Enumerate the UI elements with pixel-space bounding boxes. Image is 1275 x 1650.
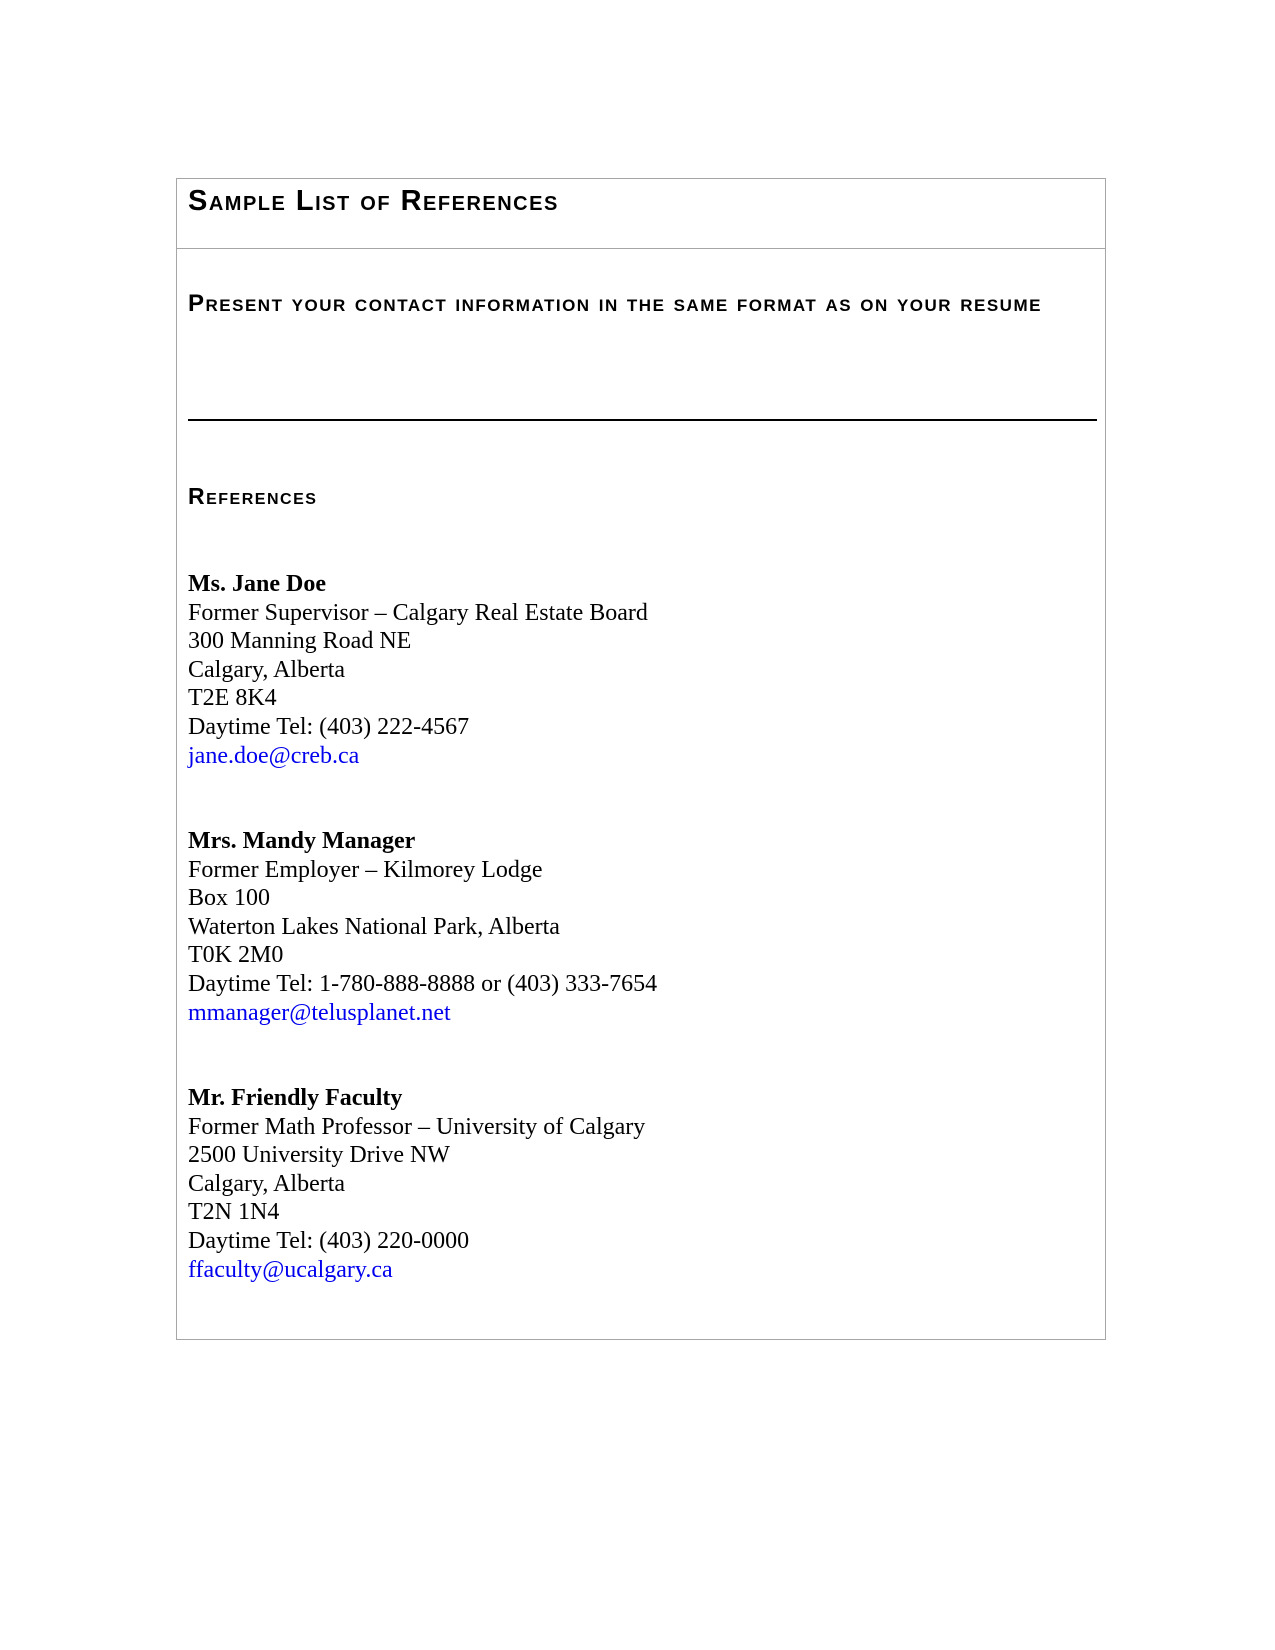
reference-name: Mr. Friendly Faculty [188,1085,403,1111]
reference-address: Box 100 [188,885,271,912]
reference-phone: Daytime Tel: (403) 222-4567 [188,713,470,740]
reference-entry [188,570,648,770]
reference-phone: Daytime Tel: 1-780-888-8888 or (403) 333-7654 [188,970,658,997]
reference-position: Former Math Professor – University of Calgary [188,1113,646,1140]
reference-entry [188,1084,645,1284]
reference-postal-code: T2E 8K4 [188,685,277,712]
reference-email-link[interactable]: mmanager@telusplanet.net [188,999,451,1026]
section-divider [188,419,1097,421]
document-frame [176,178,1106,1340]
reference-entry [188,827,657,1027]
reference-city: Calgary, Alberta [188,656,346,683]
reference-name: Mrs. Mandy Manager [188,828,416,854]
reference-address: 300 Manning Road NE [188,628,412,655]
reference-name: Ms. Jane Doe [188,571,326,597]
reference-city: Calgary, Alberta [188,1170,346,1197]
contact-info-instruction: Present your contact information in the same format as on your resume [188,290,1042,317]
reference-postal-code: T2N 1N4 [188,1199,280,1226]
references-heading: References [188,483,318,509]
reference-address: 2500 University Drive NW [188,1142,450,1169]
page-title: Sample List of References [188,185,559,217]
reference-position: Former Employer – Kilmorey Lodge [188,856,543,883]
reference-email-link[interactable]: jane.doe@creb.ca [188,742,360,769]
title-cell [177,179,1105,249]
reference-postal-code: T0K 2M0 [188,942,284,969]
reference-email-link[interactable]: ffaculty@ucalgary.ca [188,1256,393,1283]
reference-phone: Daytime Tel: (403) 220-0000 [188,1227,470,1254]
reference-city: Waterton Lakes National Park, Alberta [188,913,560,940]
reference-position: Former Supervisor – Calgary Real Estate Board [188,599,648,626]
